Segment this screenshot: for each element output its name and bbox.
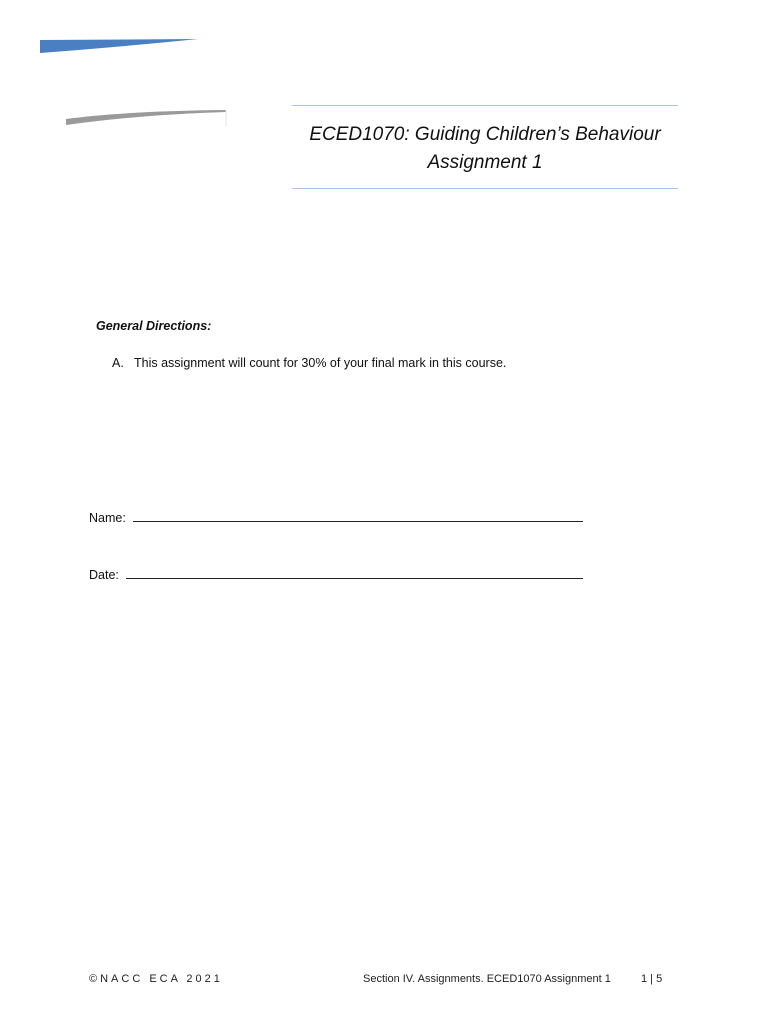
list-marker: A. [112, 356, 124, 370]
footer-section: Section IV. Assignments. ECED1070 Assignment 1 [363, 973, 611, 985]
date-blank-line[interactable] [126, 566, 583, 579]
document-title-block [292, 105, 678, 189]
general-directions-heading: General Directions: [96, 319, 212, 333]
date-field[interactable] [89, 566, 583, 582]
gray-header-swoosh [66, 109, 228, 127]
footer-copyright: ©NACC ECA 2021 [89, 973, 223, 985]
assignment-title: Assignment 1 [427, 152, 543, 173]
name-blank-line[interactable] [133, 509, 583, 522]
name-field[interactable] [89, 509, 583, 525]
course-title: ECED1070: Guiding Children’s Behaviour [309, 124, 661, 145]
page-number: 1 | 5 [641, 973, 663, 985]
direction-item [112, 356, 506, 370]
direction-text: This assignment will count for 30% of your final mark in this course. [134, 356, 507, 370]
name-label: Name: [89, 511, 126, 525]
date-label: Date: [89, 568, 119, 582]
blue-header-swoosh [40, 38, 200, 54]
